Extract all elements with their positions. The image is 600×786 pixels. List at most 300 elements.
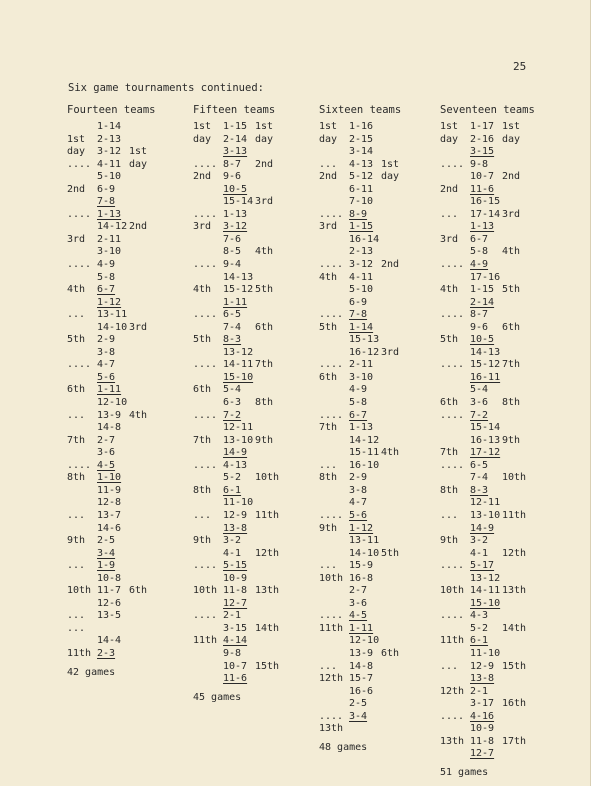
match-pair: 4-1 (470, 547, 489, 559)
schedule-line (319, 259, 401, 272)
schedule-line (319, 460, 401, 473)
match-pair: 10-9 (223, 572, 248, 584)
schedule-line (319, 497, 401, 510)
schedule-list (193, 121, 280, 686)
round-label: .... (67, 208, 92, 220)
round-label: 5th (319, 321, 338, 333)
match-pair: 10-9 (470, 723, 495, 735)
round-marker: 2nd (381, 259, 400, 271)
match-pair: 4-5 (97, 459, 116, 471)
round-marker: 9th (255, 434, 274, 446)
match-pair: 9-6 (470, 321, 489, 333)
schedule-line (193, 359, 275, 372)
round-marker: 1st (381, 158, 400, 170)
match-pair: 1-11 (349, 622, 374, 634)
match-pair: 2-14 (470, 296, 495, 308)
schedule-line (440, 686, 535, 699)
schedule-line (193, 121, 275, 134)
round-label: ... (319, 459, 338, 471)
match-pair: 13-5 (97, 610, 122, 622)
match-pair: 4-16 (470, 710, 495, 722)
schedule-line (440, 598, 535, 611)
schedule-line (67, 159, 156, 172)
schedule-line (67, 623, 156, 636)
schedule-line (193, 648, 275, 661)
match-pair: 11-8 (470, 735, 495, 747)
schedule-line (193, 422, 275, 435)
schedule-line (319, 209, 401, 222)
round-label: ... (440, 509, 459, 521)
schedule-line (67, 284, 156, 297)
match-pair: 2-3 (97, 647, 116, 659)
match-pair: 6-9 (97, 183, 116, 195)
round-marker: 8th (255, 397, 274, 409)
match-pair: 16-8 (349, 572, 374, 584)
match-pair: 2-1 (223, 610, 242, 622)
schedule-line (193, 660, 280, 674)
match-pair: 15-10 (223, 371, 254, 383)
schedule-list (440, 121, 535, 761)
schedule-line (193, 610, 275, 623)
schedule-line (67, 246, 156, 259)
match-pair: 3-15 (223, 622, 248, 634)
schedule-line (440, 510, 535, 523)
schedule-line (440, 698, 535, 711)
round-label: ... (67, 509, 86, 521)
schedule-line (67, 297, 156, 310)
round-label: 1st (319, 121, 338, 132)
schedule-line (319, 711, 401, 724)
schedule-line (67, 184, 156, 197)
match-pair: 6-5 (470, 459, 489, 471)
match-pair: 10-5 (470, 334, 495, 346)
match-pair: 5-4 (223, 384, 242, 396)
match-pair: 9-8 (470, 158, 489, 170)
round-label: .... (193, 409, 218, 421)
round-label: ... (67, 560, 86, 572)
match-pair: 1-13 (97, 208, 122, 220)
match-pair: 10-8 (97, 572, 122, 584)
round-marker: 3rd (129, 321, 148, 333)
match-pair: 5-6 (97, 371, 116, 383)
match-pair: 1-15 (349, 221, 374, 233)
round-marker: 5th (255, 284, 274, 296)
schedule-line (193, 171, 275, 184)
schedule-line (319, 146, 401, 159)
round-label: .... (67, 359, 92, 371)
match-pair: 13-12 (470, 572, 501, 584)
match-pair: 15-11 (349, 447, 380, 459)
schedule-line (440, 410, 535, 423)
round-marker: 11th (502, 509, 527, 521)
schedule-line (67, 134, 156, 147)
match-pair: 12-7 (470, 748, 495, 760)
round-label: ... (440, 660, 459, 672)
schedule-line (193, 146, 275, 159)
games-total: 42 games (67, 666, 116, 678)
match-pair: 4-11 (349, 271, 374, 283)
round-marker: 14th (255, 622, 280, 634)
schedule-line (319, 234, 401, 247)
round-marker: 13th (255, 585, 280, 597)
schedule-line (67, 359, 156, 372)
round-label: 9th (67, 535, 86, 547)
match-pair: 16-11 (470, 371, 501, 383)
match-pair: 10-5 (223, 183, 248, 195)
column-title: Sixteen teams (319, 104, 402, 116)
match-pair: 11-10 (470, 647, 501, 659)
match-pair: 3-14 (349, 146, 374, 158)
schedule-line (440, 209, 535, 222)
match-pair: 13-7 (97, 509, 122, 521)
schedule-line (193, 297, 275, 310)
schedule-line (319, 472, 401, 485)
schedule-line (193, 159, 275, 172)
schedule-line (319, 397, 401, 410)
match-pair: 15-9 (349, 560, 374, 572)
round-label: ... (67, 309, 86, 321)
match-pair: 7-10 (349, 196, 374, 208)
match-pair: 1-12 (97, 296, 122, 308)
round-marker: day (129, 158, 148, 170)
match-pair: 4-5 (349, 610, 368, 622)
schedule-line (319, 623, 401, 636)
round-label: 8th (440, 484, 459, 496)
round-marker: day (381, 171, 400, 183)
round-label: day (193, 133, 212, 145)
schedule-line (193, 435, 275, 448)
round-label: ... (319, 560, 338, 572)
schedule-line (319, 673, 401, 686)
round-marker: 5th (381, 547, 400, 559)
schedule-line (193, 397, 275, 410)
match-pair: 14-12 (349, 434, 380, 446)
match-pair: 3-13 (223, 146, 248, 158)
schedule-line (319, 485, 401, 498)
schedule-line (67, 422, 156, 435)
schedule-line (193, 221, 275, 234)
match-pair: 16-10 (349, 459, 380, 471)
round-label: 12th (319, 673, 344, 685)
match-pair: 12-7 (223, 597, 248, 609)
round-marker: 6th (129, 585, 148, 597)
round-label: 8th (193, 484, 212, 496)
round-label: .... (319, 208, 344, 220)
schedule-line (193, 209, 275, 222)
column-sixteen-teams (319, 104, 401, 753)
schedule-line (440, 661, 535, 674)
schedule-line (440, 234, 535, 247)
round-label: ... (67, 409, 86, 421)
round-label: .... (319, 259, 344, 271)
match-pair: 4-9 (97, 259, 116, 271)
schedule-line (319, 598, 401, 611)
match-pair: 17-14 (470, 208, 501, 220)
match-pair: 11-10 (223, 497, 254, 509)
schedule-line (440, 347, 535, 360)
schedule-line (67, 635, 156, 648)
column-title: Fourteen teams (67, 104, 156, 116)
match-pair: 1-17 (470, 121, 495, 132)
round-label: .... (440, 610, 465, 622)
match-pair: 15-14 (223, 196, 254, 208)
match-pair: 11-6 (223, 673, 248, 685)
round-label: 1st (193, 121, 212, 132)
round-marker: 1st (129, 146, 148, 158)
schedule-line (193, 384, 275, 397)
schedule-line (440, 623, 535, 636)
match-pair: 14-13 (223, 271, 254, 283)
schedule-line (193, 284, 275, 297)
match-pair: 4-14 (223, 635, 248, 647)
match-pair: 5-6 (349, 509, 368, 521)
match-pair: 1-14 (97, 121, 122, 132)
schedule-line (319, 410, 401, 423)
round-label: .... (319, 710, 344, 722)
match-pair: 8-5 (223, 246, 242, 258)
schedule-line (319, 723, 401, 736)
round-label: 10th (319, 572, 344, 584)
match-pair: 2-14 (223, 133, 248, 145)
round-label: 4th (440, 284, 459, 296)
schedule-line (440, 372, 535, 385)
match-pair: 5-8 (349, 397, 368, 409)
schedule-line (440, 384, 535, 397)
match-pair: 13-9 (97, 409, 122, 421)
schedule-line (440, 573, 535, 586)
match-pair: 13-9 (349, 647, 374, 659)
schedule-line (319, 435, 401, 448)
round-label: 11th (440, 635, 465, 647)
match-pair: 14-13 (470, 346, 501, 358)
schedule-line (67, 372, 156, 385)
schedule-line (319, 447, 401, 460)
games-total: 48 games (319, 741, 368, 753)
round-marker: 6th (255, 321, 274, 333)
round-label: 2nd (319, 171, 338, 183)
schedule-line (319, 510, 401, 523)
round-label: .... (319, 409, 344, 421)
match-pair: 14-4 (97, 635, 122, 647)
match-pair: 3-6 (97, 447, 116, 459)
match-pair: 8-7 (223, 158, 242, 170)
round-label: .... (440, 259, 465, 271)
match-pair: 4-13 (223, 459, 248, 471)
schedule-line (440, 485, 535, 498)
schedule-line (440, 523, 535, 536)
schedule-line (319, 184, 401, 197)
schedule-line (319, 284, 401, 297)
schedule-line (193, 635, 275, 648)
round-label: 3rd (319, 221, 338, 233)
schedule-line (193, 196, 275, 209)
match-pair: 3-17 (470, 698, 495, 710)
match-pair: 3-4 (349, 710, 368, 722)
schedule-line (319, 246, 401, 259)
schedule-line (319, 272, 401, 285)
match-pair: 1-13 (223, 208, 248, 220)
round-marker: 2nd (129, 221, 148, 233)
schedule-line (193, 134, 275, 147)
match-pair: 1-9 (97, 560, 116, 572)
match-pair: 6-7 (470, 233, 489, 245)
schedule-line (319, 372, 401, 385)
schedule-line (193, 347, 275, 360)
match-pair: 5-12 (349, 171, 374, 183)
match-pair: 6-3 (223, 397, 242, 409)
match-pair: 2-5 (97, 535, 116, 547)
match-pair: 14-9 (470, 522, 495, 534)
schedule-line (440, 497, 535, 510)
column-fourteen-teams (67, 104, 156, 678)
round-label: 7th (440, 447, 459, 459)
schedule-line (67, 560, 156, 573)
schedule-line (193, 622, 280, 636)
match-pair: 3-8 (349, 484, 368, 496)
match-pair: 16-6 (349, 685, 374, 697)
match-pair: 16-12 (349, 346, 380, 358)
round-label: 10th (193, 585, 218, 597)
match-pair: 3-10 (97, 246, 122, 258)
match-pair: 12-9 (470, 660, 495, 672)
schedule-line (440, 673, 535, 686)
match-pair: 2-9 (349, 472, 368, 484)
match-pair: 4-1 (223, 547, 242, 559)
match-pair: 9-4 (223, 259, 242, 271)
games-total: 45 games (193, 691, 242, 703)
match-pair: 12-11 (223, 422, 254, 434)
schedule-line (440, 334, 535, 347)
match-pair: 4-3 (470, 610, 489, 622)
match-pair: 14-9 (223, 447, 248, 459)
match-pair: 2-13 (97, 133, 122, 145)
page-number: 25 (513, 60, 527, 73)
schedule-line (67, 535, 156, 548)
match-pair: 6-11 (349, 183, 374, 195)
schedule-line (319, 334, 401, 347)
round-label: .... (193, 309, 218, 321)
schedule-line (319, 661, 401, 674)
round-label: 10th (440, 585, 465, 597)
round-marker: 14th (502, 622, 527, 634)
match-pair: 14-8 (97, 422, 122, 434)
match-pair: 5-15 (223, 560, 248, 572)
round-label: 4th (67, 284, 86, 296)
match-pair: 7-6 (223, 233, 242, 245)
match-pair: 13-10 (223, 434, 254, 446)
round-label: 1st (67, 133, 86, 145)
round-label: 12th (440, 685, 465, 697)
schedule-line (193, 372, 275, 385)
round-marker: 9th (502, 434, 521, 446)
match-pair: 2-7 (97, 434, 116, 446)
round-label: .... (319, 309, 344, 321)
round-label: ... (319, 660, 338, 672)
schedule-line (440, 134, 535, 147)
schedule-line (440, 171, 535, 184)
schedule-line (319, 159, 401, 172)
schedule-line (67, 196, 156, 209)
round-label: 6th (440, 397, 459, 409)
match-pair: 12-6 (97, 597, 122, 609)
round-marker: 3rd (255, 196, 274, 208)
schedule-line (440, 435, 535, 448)
schedule-line (319, 648, 401, 661)
match-pair: 6-1 (223, 484, 242, 496)
round-label: ... (193, 509, 212, 521)
schedule-line (193, 509, 280, 523)
schedule-line (440, 259, 535, 272)
round-label: .... (193, 359, 218, 371)
match-pair: 6-5 (223, 309, 242, 321)
match-pair: 3-15 (470, 146, 495, 158)
schedule-line (440, 184, 535, 197)
round-label: ... (67, 610, 86, 622)
schedule-line (440, 246, 535, 259)
round-label: 2nd (440, 183, 459, 195)
schedule-line (67, 322, 156, 335)
match-pair: 5-10 (349, 284, 374, 296)
schedule-line (67, 510, 156, 523)
schedule-line (193, 472, 280, 485)
match-pair: 1-15 (470, 284, 495, 296)
schedule-line (319, 573, 401, 586)
round-label: .... (193, 259, 218, 271)
match-pair: 2-9 (97, 334, 116, 346)
match-pair: 14-6 (97, 522, 122, 534)
match-pair: 4-11 (97, 158, 122, 170)
match-pair: 1-13 (349, 422, 374, 434)
schedule-line (67, 598, 156, 611)
match-pair: 9-6 (223, 171, 242, 183)
match-pair: 2-7 (349, 585, 368, 597)
schedule-line (319, 422, 401, 435)
match-pair: 1-11 (223, 296, 248, 308)
schedule-line (319, 196, 401, 209)
round-marker: 3rd (381, 346, 400, 358)
schedule-line (440, 221, 535, 234)
round-label: .... (193, 459, 218, 471)
schedule-line (67, 648, 156, 661)
round-marker: 1st (255, 121, 274, 132)
match-pair: 3-8 (97, 346, 116, 358)
column-title: Seventeen teams (440, 104, 535, 116)
schedule-line (319, 171, 401, 184)
round-label: .... (319, 610, 344, 622)
match-pair: 3-12 (97, 146, 122, 158)
round-marker: 11th (255, 509, 280, 521)
match-pair: 11-9 (97, 484, 122, 496)
schedule-line (67, 209, 156, 222)
round-marker: 2nd (255, 158, 274, 170)
round-marker: 4th (255, 246, 274, 258)
match-pair: 11-7 (97, 585, 122, 597)
column-fifteen-teams (193, 104, 280, 703)
schedule-line (440, 535, 535, 548)
round-label: 4th (319, 271, 338, 283)
match-pair: 17-12 (470, 447, 501, 459)
match-pair: 16-14 (349, 233, 380, 245)
schedule-line (67, 573, 156, 586)
round-label: 8th (319, 472, 338, 484)
schedule-line (440, 297, 535, 310)
schedule-line (440, 146, 535, 159)
round-label: 7th (193, 434, 212, 446)
schedule-line (319, 322, 401, 335)
games-total: 51 games (440, 766, 489, 778)
schedule-line (440, 422, 535, 435)
round-label: .... (319, 509, 344, 521)
